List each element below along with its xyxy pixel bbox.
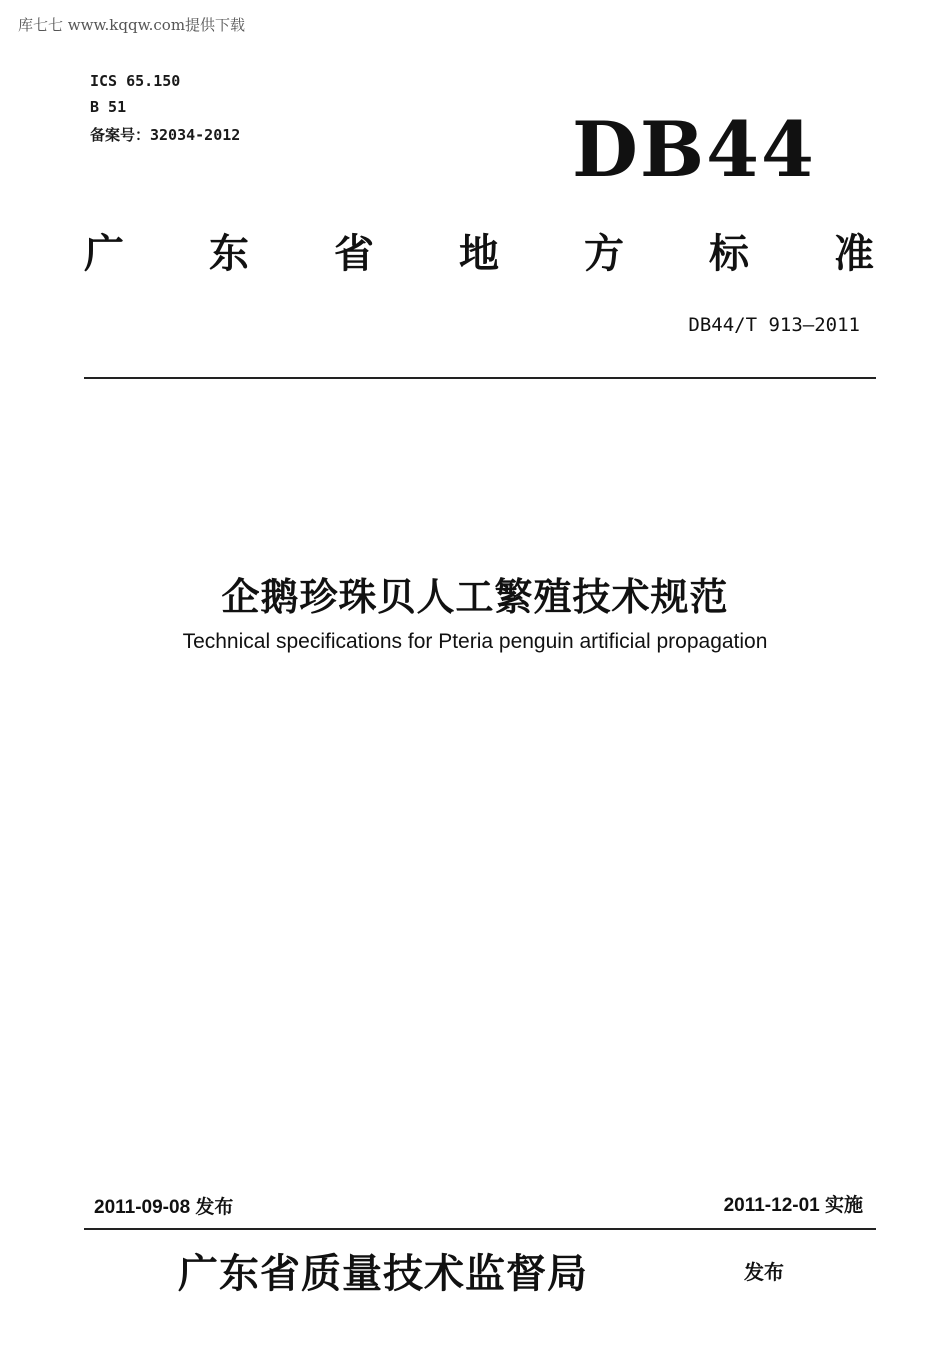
watermark-text: 库七七 www.kqqw.com提供下载 bbox=[18, 16, 246, 34]
standard-type-char: 方 bbox=[584, 231, 624, 277]
filing-number: 备案号：32034-2012 bbox=[90, 126, 241, 144]
standard-type-heading bbox=[84, 222, 874, 279]
top-divider bbox=[84, 377, 876, 379]
publish-date: 2011-09-08 发布 bbox=[94, 1197, 234, 1218]
standard-type-char: 地 bbox=[459, 231, 499, 277]
title-chinese: 企鹅珍珠贝人工繁殖技术规范 bbox=[221, 575, 729, 619]
title-english: Technical specifications for Pteria penguin artificial propagation bbox=[182, 630, 768, 653]
bottom-divider bbox=[84, 1228, 876, 1230]
db44-logo: DB44 bbox=[572, 105, 816, 194]
standard-type-char: 东 bbox=[209, 231, 249, 277]
ccs-code: B 51 bbox=[90, 98, 127, 116]
issuer-suffix: 发布 bbox=[744, 1260, 784, 1284]
standard-type-char: 标 bbox=[709, 231, 749, 277]
standard-type-char: 省 bbox=[334, 231, 374, 277]
issuer-name: 广东省质量技术监督局 bbox=[178, 1250, 588, 1297]
standard-type-char: 准 bbox=[834, 231, 874, 277]
standard-type-char: 广 bbox=[84, 231, 124, 277]
ics-code: ICS 65.150 bbox=[90, 72, 181, 90]
implement-date: 2011-12-01 实施 bbox=[723, 1195, 863, 1216]
standard-number: DB44/T 913—2011 bbox=[688, 314, 860, 336]
